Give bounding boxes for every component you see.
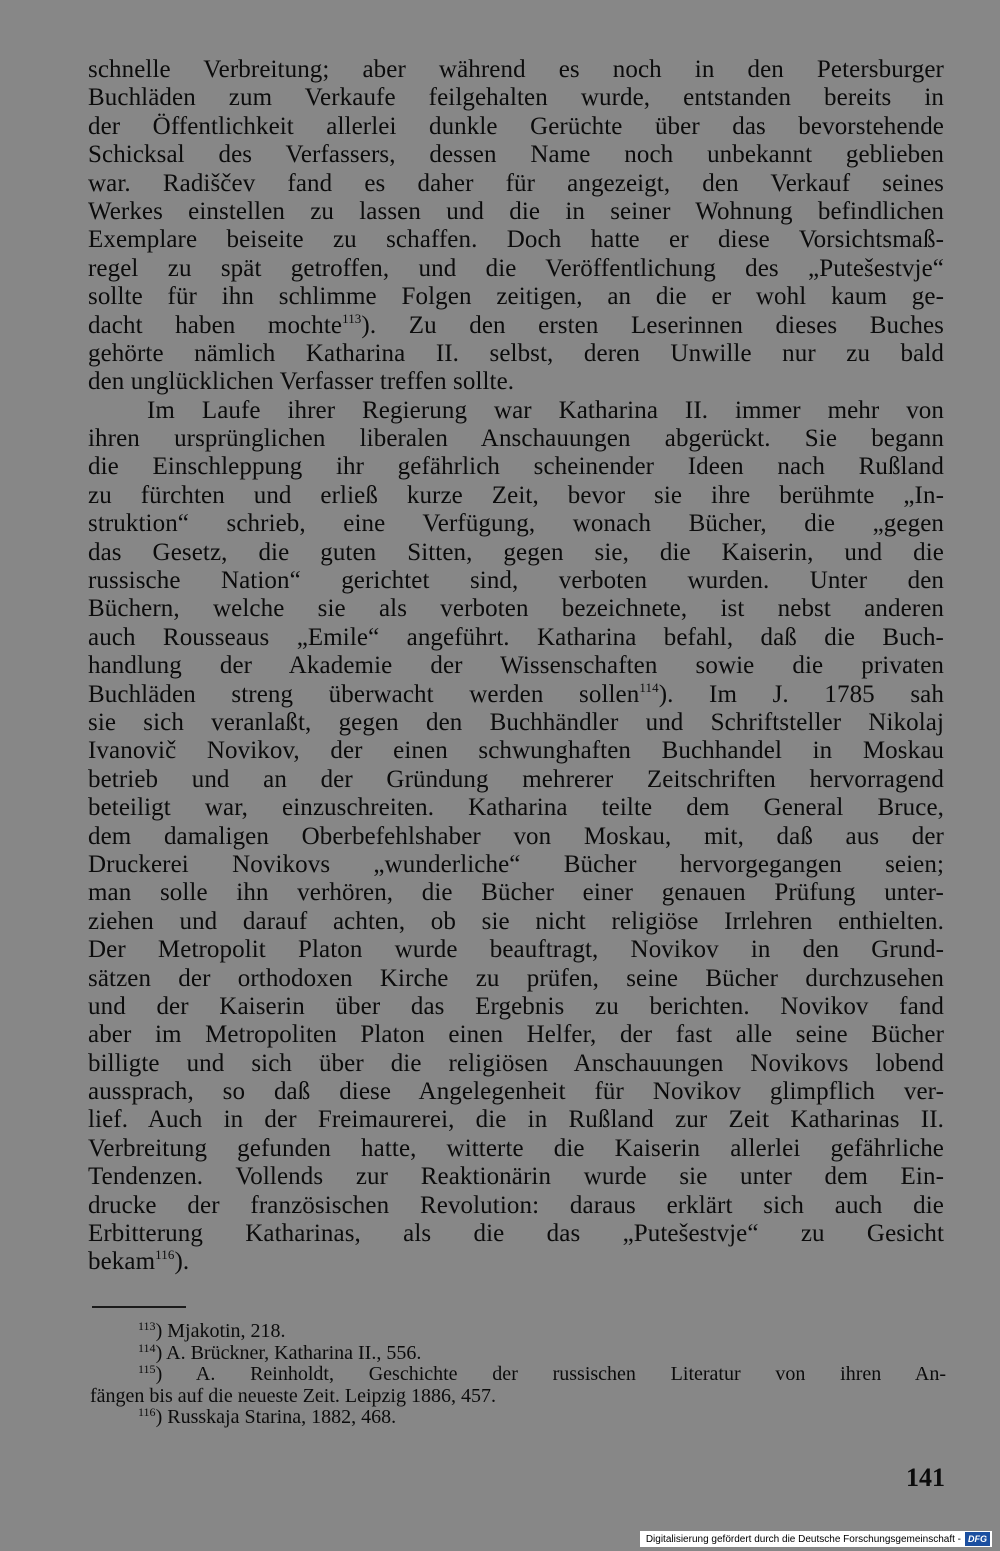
text-fragment: ).: [174, 1248, 190, 1276]
footnote-divider: [92, 1306, 186, 1308]
text-line: zu fürchten und erließ kurze Zeit, bevor sie ihre berühmte „In-: [88, 481, 944, 509]
text-line: war. Radiščev fand es daher für angezeigt, den Verkauf seines: [88, 169, 944, 197]
text-line: Tendenzen. Vollends zur Reaktionärin wurde sie unter dem Ein-: [88, 1163, 944, 1191]
text-line: sollte für ihn schlimme Folgen zeitigen, an die er wohl kaum ge-: [88, 283, 944, 311]
digitization-footer: [640, 1531, 992, 1547]
footnote: [90, 1321, 946, 1343]
footnote-number: 115: [138, 1362, 156, 1377]
text-line: betrieb und an der Gründung mehrerer Zeitschriften hervorragend: [88, 765, 944, 793]
text-line: dem damaligen Oberbefehlshaber von Moskau, mit, daß aus der: [88, 822, 944, 850]
text-line: Exemplare beiseite zu schaffen. Doch hatte er diese Vorsichtsmaß-: [88, 226, 944, 254]
text-line: Ivanovič Novikov, der einen schwunghaften Buchhandel in Moskau: [88, 737, 944, 765]
text-line: drucke der französischen Revolution: daraus erklärt sich auch die: [88, 1191, 944, 1219]
footnote-continuation: fängen bis auf die neueste Zeit. Leipzig 1886, 457.: [90, 1384, 496, 1407]
text-line: und der Kaiserin über das Ergebnis zu berichten. Novikov fand: [88, 992, 944, 1020]
text-fragment: dacht haben mochte: [88, 311, 343, 339]
text-line: lief. Auch in der Freimaurerei, die in Rußland zur Zeit Katharinas II.: [88, 1106, 944, 1134]
text-line: Der Metropolit Platon wurde beauftragt, Novikov in den Grund-: [88, 936, 944, 964]
footnote-number: 116: [138, 1405, 156, 1420]
text-line: Erbitterung Katharinas, als die das „Putešestvje“ zu Gesicht: [88, 1220, 944, 1248]
footnote-number: 113: [138, 1319, 156, 1333]
text-line: aussprach, so daß diese Angelegenheit für Novikov glimpflich ver-: [88, 1078, 944, 1106]
text-line: regel zu spät getroffen, und die Veröffentlichung des „Putešestvje“: [88, 254, 944, 282]
text-line: Verbreitung gefunden hatte, witterte die Kaiserin allerlei gefährliche: [88, 1134, 944, 1162]
text-line: [88, 681, 944, 709]
text-fragment: ). Zu den ersten Leserinnen dieses Buches: [361, 311, 944, 339]
text-line: Druckerei Novikovs „wunderliche“ Bücher hervorgegangen seien;: [88, 850, 944, 878]
text-line: den unglücklichen Verfasser treffen sollte.: [88, 368, 515, 396]
text-line: billigte und sich über die religiösen Anschauungen Novikovs lobend: [88, 1049, 944, 1077]
text-line: schnelle Verbreitung; aber während es noch in den Petersburger: [88, 56, 944, 83]
footer-credit: Digitalisierung gefördert durch die Deutsche Forschungsgemeinschaft -: [645, 1533, 961, 1545]
text-line: struktion“ schrieb, eine Verfügung, wonach Bücher, die „gegen: [88, 510, 944, 538]
footnotes: [90, 1321, 946, 1429]
footnote-text: ) Russkaja Starina, 1882, 468.: [155, 1406, 397, 1429]
footnote-reference[interactable]: 114: [639, 679, 659, 695]
footnote: [90, 1364, 946, 1386]
footnote-text-wrap: [138, 1363, 946, 1385]
text-line: die Einschleppung ihr gefährlich scheinender Ideen nach Rußland: [88, 453, 944, 481]
text-line: der Öffentlichkeit allerlei dunkle Gerüchte über das bevorstehende: [88, 112, 944, 140]
text-line: das Gesetz, die guten Sitten, gegen sie, die Kaiserin, und die: [88, 538, 944, 566]
page-number: 141: [906, 1463, 945, 1492]
footnote-reference[interactable]: 113: [342, 310, 362, 326]
text-fragment: bekam: [88, 1248, 156, 1276]
text-line: aber im Metropoliten Platon einen Helfer, der fast alle seine Bücher: [88, 1021, 944, 1049]
footnote-reference[interactable]: 116: [155, 1247, 175, 1263]
text-line: auch Rousseaus „Emile“ angeführt. Katharina befahl, daß die Buch-: [88, 623, 944, 651]
text-line: man solle ihn verhören, die Bücher einer genauen Prüfung unter-: [88, 879, 944, 907]
text-fragment: ). Im J. 1785 sah: [658, 680, 944, 708]
text-line: ziehen und darauf achten, ob sie nicht religiöse Irrlehren enthielten.: [88, 907, 944, 935]
footnote-text: ) Mjakotin, 218.: [155, 1320, 286, 1342]
footnote: [90, 1340, 946, 1365]
text-fragment: Buchläden streng überwacht werden sollen: [88, 680, 640, 708]
text-line: russische Nation“ gerichtet sind, verboten wurden. Unter den: [88, 567, 944, 595]
text-line: [88, 1248, 944, 1276]
text-line: sätzen der orthodoxen Kirche zu prüfen, seine Bücher durchzusehen: [88, 964, 944, 992]
text-line: sie sich veranlaßt, gegen den Buchhändler und Schriftsteller Nikolaj: [88, 708, 944, 736]
footnote-number: 114: [138, 1340, 156, 1355]
text-line: Werkes einstellen zu lassen und die in seiner Wohnung befindlichen: [88, 197, 944, 225]
text-line: Schicksal des Verfassers, dessen Name noch unbekannt geblieben: [88, 141, 944, 169]
body-text: [88, 56, 944, 1277]
text-line: Im Laufe ihrer Regierung war Katharina II. immer mehr von: [147, 396, 944, 424]
text-line: Büchern, welche sie als verboten bezeichnete, ist nebst anderen: [88, 595, 944, 623]
footnote-text: ) A. Reinholdt, Geschichte der russischen Literatur von ihren An-: [155, 1363, 946, 1386]
text-line: ihren ursprünglichen liberalen Anschauungen abgerückt. Sie begann: [88, 425, 944, 453]
dfg-logo-icon: DFG: [965, 1532, 990, 1546]
text-line: Buchläden zum Verkaufe feilgehalten wurde, entstanden bereits in: [88, 84, 944, 112]
footnote: [90, 1407, 946, 1429]
text-line: [88, 312, 944, 340]
text-line: gehörte nämlich Katharina II. selbst, deren Unwille nur zu bald: [88, 339, 944, 367]
footnote-text: ) A. Brückner, Katharina II., 556.: [155, 1341, 422, 1364]
text-line: handlung der Akademie der Wissenschaften sowie die privaten: [88, 652, 944, 680]
text-line: beteiligt war, einzuschreiten. Katharina teilte dem General Bruce,: [88, 794, 944, 822]
